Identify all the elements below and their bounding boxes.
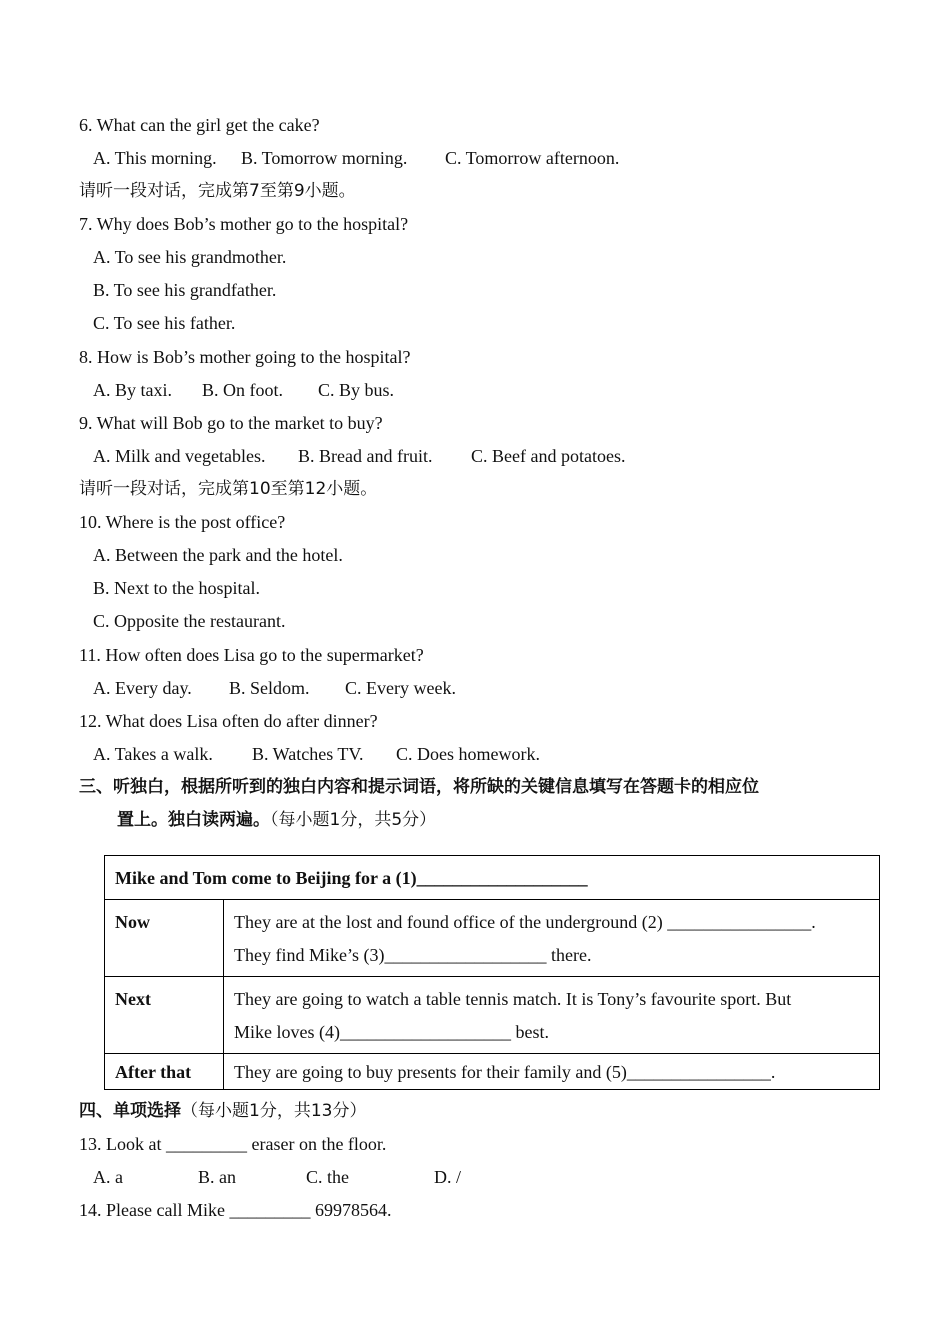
table-row-label: Now (105, 900, 224, 977)
question-10: 10. Where is the post office? (79, 512, 286, 532)
question-11: 11. How often does Lisa go to the supermarket? (79, 645, 424, 665)
option-7a: A. To see his grandmother. (93, 247, 287, 267)
section-3-score-note: （每小题1分，共5分） (270, 810, 437, 830)
option-13d: D. / (434, 1167, 461, 1187)
option-13c: C. the (306, 1167, 349, 1187)
table-header-cell: Mike and Tom come to Beijing for a (1)___________________ (105, 856, 880, 900)
section-3-heading-line1: 三、听独白，根据所听到的独白内容和提示词语，将所缺的关键信息填写在答题卡的相应位 (79, 777, 759, 797)
option-10b: B. Next to the hospital. (93, 578, 260, 598)
table-row-line: Mike loves (4)___________________ best. (234, 1022, 549, 1042)
option-10c: C. Opposite the restaurant. (93, 611, 286, 631)
option-12a: A. Takes a walk. (93, 744, 213, 764)
table-row-content (224, 1054, 880, 1090)
question-13: 13. Look at _________ eraser on the floor. (79, 1134, 387, 1154)
option-8a: A. By taxi. (93, 380, 172, 400)
table-row-content (224, 977, 880, 1054)
option-10a: A. Between the park and the hotel. (93, 545, 343, 565)
question-8: 8. How is Bob’s mother going to the hospital? (79, 347, 411, 367)
option-8b: B. On foot. (202, 380, 283, 400)
option-11a: A. Every day. (93, 678, 192, 698)
option-11b: B. Seldom. (229, 678, 310, 698)
option-13b: B. an (198, 1167, 236, 1187)
table-row-line: They find Mike’s (3)__________________ there. (234, 945, 592, 965)
table-row-line: They are going to watch a table tennis match. It is Tony’s favourite sport. But (234, 989, 792, 1009)
question-9: 9. What will Bob go to the market to buy? (79, 413, 383, 433)
monologue-info-table (104, 855, 880, 1090)
question-14: 14. Please call Mike _________ 69978564. (79, 1200, 392, 1220)
instruction-10-12: 请听一段对话，完成第10至第12小题。 (79, 479, 378, 499)
table-row (105, 977, 880, 1054)
option-6a: A. This morning. (93, 148, 217, 168)
question-6: 6. What can the girl get the cake? (79, 115, 320, 135)
section-4-score-note: （每小题1分，共13分） (181, 1101, 367, 1121)
option-8c: C. By bus. (318, 380, 395, 400)
option-12b: B. Watches TV. (252, 744, 364, 764)
option-13a: A. a (93, 1167, 123, 1187)
table-row-line: They are going to buy presents for their family and (5)________________. (234, 1062, 776, 1082)
section-3-heading-text: 置上。独白读两遍。 (117, 810, 270, 830)
question-7: 7. Why does Bob’s mother go to the hospital? (79, 214, 409, 234)
table-row-line: They are at the lost and found office of the underground (2) ________________. (234, 912, 816, 932)
table-row-label: Next (105, 977, 224, 1054)
option-9b: B. Bread and fruit. (298, 446, 433, 466)
table-row (105, 1054, 880, 1090)
option-6b: B. Tomorrow morning. (241, 148, 408, 168)
table-row-content (224, 900, 880, 977)
section-4-heading (79, 1100, 366, 1122)
option-7b: B. To see his grandfather. (93, 280, 277, 300)
section-3-heading-line2 (117, 809, 436, 831)
table-header-row (105, 856, 880, 900)
option-11c: C. Every week. (345, 678, 456, 698)
option-7c: C. To see his father. (93, 313, 236, 333)
question-12: 12. What does Lisa often do after dinner? (79, 711, 378, 731)
table-row-label: After that (105, 1054, 224, 1090)
option-12c: C. Does homework. (396, 744, 540, 764)
option-9a: A. Milk and vegetables. (93, 446, 266, 466)
section-4-title: 四、单项选择 (79, 1101, 181, 1121)
instruction-7-9: 请听一段对话，完成第7至第9小题。 (79, 181, 356, 201)
option-6c: C. Tomorrow afternoon. (445, 148, 620, 168)
table-row (105, 900, 880, 977)
option-9c: C. Beef and potatoes. (471, 446, 626, 466)
